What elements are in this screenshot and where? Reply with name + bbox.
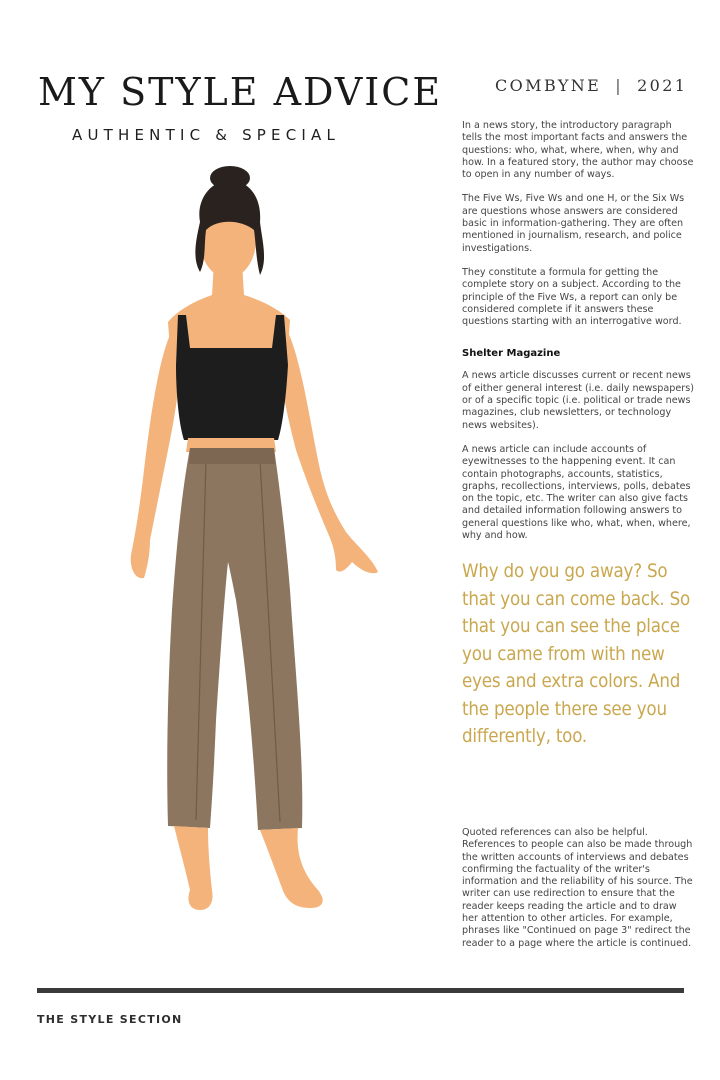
closing-paragraph: Quoted references can also be helpful. References to people can also be made through the written accounts of interviews and debates confirming the factuality of the writer's information and the reliability of his source. The writer can use redirection to ensure that the reader keeps reading the article and to draw her attention to other articles. For example, phrases like "Continued on page 3" redirect the reader to a page where the article is continued. bbox=[462, 827, 693, 949]
right-arm bbox=[278, 328, 378, 573]
tagline: AUTHENTIC & SPECIAL bbox=[72, 126, 341, 144]
brand-name: COMBYNE bbox=[495, 76, 602, 95]
issue-year: 2021 bbox=[637, 76, 688, 95]
footer-divider bbox=[37, 988, 684, 993]
right-lower-leg bbox=[260, 828, 323, 908]
fashion-figure-illustration bbox=[110, 160, 410, 920]
article-column bbox=[462, 120, 694, 949]
brand-line bbox=[495, 76, 687, 95]
waistband bbox=[189, 448, 275, 464]
article-paragraph: In a news story, the introductory paragraph tells the most important facts and answers the questions: who, what, where, when, why and how. In a featured story, the author may choose to open in any number of ways. bbox=[462, 120, 694, 181]
pull-quote: Why do you go away? So that you can come back. So that you can see the place you came from with new eyes and extra colors. And the people there see you differently, too. bbox=[462, 561, 691, 748]
trousers bbox=[167, 448, 302, 830]
article-paragraph: The Five Ws, Five Ws and one H, or the Six Ws are questions whose answers are considered basic in information-gathering. They are often mentioned in journalism, research, and police investigations. bbox=[462, 193, 685, 254]
article-paragraph: A news article can include accounts of eyewitnesses to the happening event. It can contain photographs, accounts, statistics, graphs, recollections, interviews, polls, debates on the topic, etc. The writer can also give facts and detailed information following answers to general questions like who, what, when, where, why and how. bbox=[462, 443, 691, 542]
article-paragraph: A news article discusses current or recent news of either general interest (i.e. daily newspapers) or of a specific topic (i.e. political or trade news magazines, club newsletters, or technology news websites). bbox=[462, 370, 694, 431]
left-lower-leg bbox=[174, 826, 213, 910]
brand-separator: | bbox=[615, 76, 624, 95]
left-arm bbox=[131, 330, 182, 578]
article-paragraph: They constitute a formula for getting the complete story on a subject. According to the principle of the Five Ws, a report can only be considered complete if it answers these questions starting with an interrogative word. bbox=[462, 266, 682, 328]
hair-bun bbox=[210, 166, 250, 190]
section-subheading: Shelter Magazine bbox=[462, 348, 561, 360]
footer-section-label: THE STYLE SECTION bbox=[37, 1013, 183, 1026]
page-title: MY STYLE ADVICE bbox=[38, 70, 443, 114]
